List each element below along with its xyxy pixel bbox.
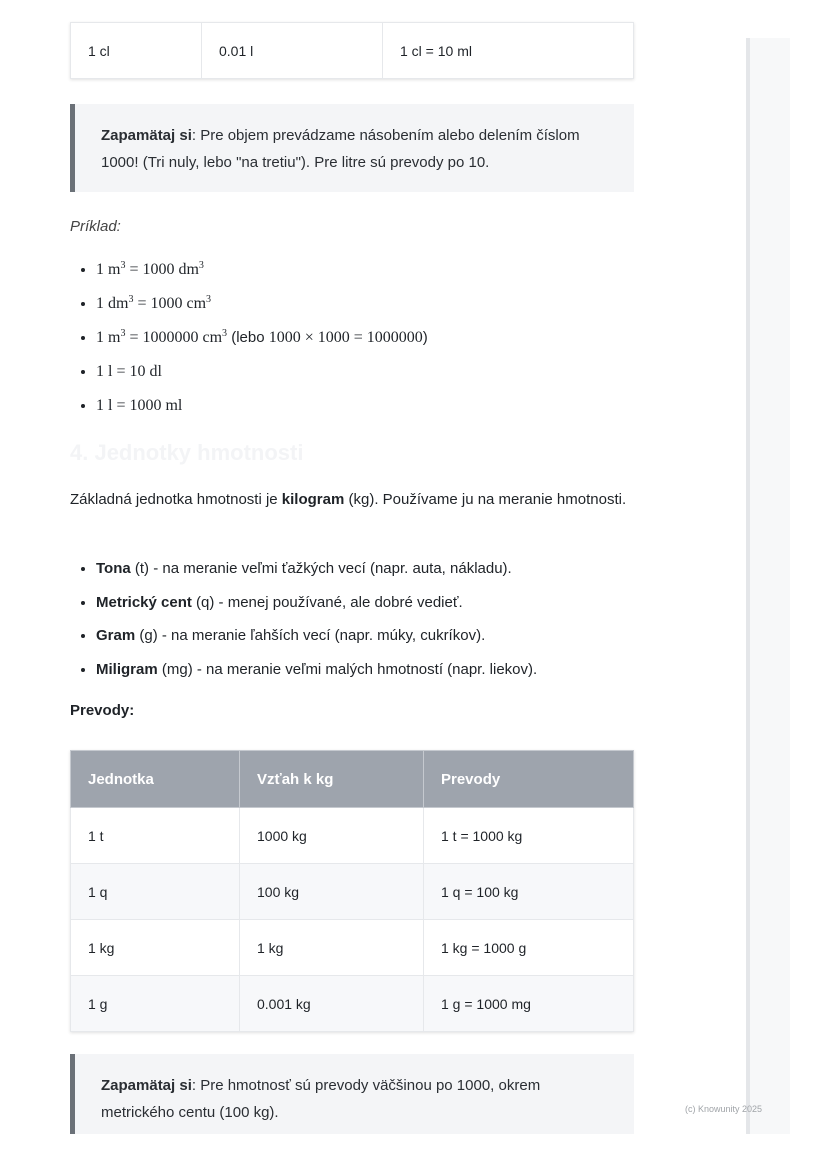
list-item: • Miligram (mg) - na meranie veľmi malých hmotností (napr. liekov). — [96, 657, 537, 691]
remember-callout-volume — [70, 104, 634, 192]
table-row — [71, 864, 634, 920]
list-item: • 1 $m^3 = 1000$ $dm^3$ — [96, 254, 428, 288]
table-header: Vzťah k kg — [240, 751, 424, 808]
list-item: • Metrický cent (q) - menej používané, ale dobré vedieť. — [96, 590, 537, 624]
conversions-heading: Prevody: — [70, 702, 135, 719]
table-cell: 1 q = 100 kg — [424, 864, 634, 920]
table-header-row — [71, 751, 634, 808]
callout-bold: Zapamätaj si — [101, 1077, 192, 1094]
table-cell: 1 g — [71, 976, 240, 1032]
sidebar-panel — [750, 38, 790, 1134]
table-row — [71, 23, 634, 79]
callout-text: : Pre objem prevádzame násobením alebo delením číslom 1000! (Tri nuly, lebo "na tretiu"). Pre litre sú prevody po 10. — [101, 127, 580, 171]
table-header: Jednotka — [71, 751, 240, 808]
example-list — [70, 254, 428, 424]
example-label: Príklad: — [70, 218, 121, 235]
list-item: • 1 $dm^3 = 1000$ $cm^3$ — [96, 288, 428, 322]
list-item: • Tona (t) - na meranie veľmi ťažkých vecí (napr. auta, nákladu). — [96, 556, 537, 590]
table-cell: 1 g = 1000 mg — [424, 976, 634, 1032]
table-cell: 1 kg — [71, 920, 240, 976]
volume-table-fragment — [70, 22, 634, 79]
intro-paragraph: Základná jednotka hmotnosti je kilogram (kg). Používame ju na meranie hmotnosti. — [70, 491, 627, 508]
table-cell: 1000 kg — [240, 808, 424, 864]
copyright-notice: (c) Knowunity 2025 — [685, 1104, 763, 1114]
callout-text: : Pre hmotnosť sú prevody väčšinou po 1000, okrem metrického centu (100 kg). — [101, 1077, 541, 1121]
table-header: Prevody — [424, 751, 634, 808]
table-cell: 1 q — [71, 864, 240, 920]
table-cell: 1 cl = 10 ml — [383, 23, 634, 79]
table-cell: 1 t — [71, 808, 240, 864]
mass-conversion-table — [70, 750, 634, 1032]
table-cell: 0.001 kg — [240, 976, 424, 1032]
table-row — [71, 920, 634, 976]
table-cell: 1 kg — [240, 920, 424, 976]
mass-units-list — [70, 556, 537, 690]
table-row — [71, 808, 634, 864]
callout-bold: Zapamätaj si — [101, 127, 192, 144]
list-item: • 1 l = 10 dl — [96, 356, 428, 390]
table-cell: 1 kg = 1000 g — [424, 920, 634, 976]
list-item: • 1 $m^3 = 1000000$ $cm^3$ (lebo 1000 × 1000 = 1000000) — [96, 322, 428, 356]
list-item: • Gram (g) - na meranie ľahších vecí (napr. múky, cukríkov). — [96, 623, 537, 657]
table-cell: 100 kg — [240, 864, 424, 920]
table-cell: 1 cl — [71, 23, 202, 79]
table-row — [71, 976, 634, 1032]
list-item: • 1 l = 1000 ml — [96, 390, 428, 424]
remember-callout-mass — [70, 1054, 634, 1134]
table-cell: 0.01 l — [202, 23, 383, 79]
section-title: 4. Jednotky hmotnosti — [70, 440, 304, 465]
table-cell: 1 t = 1000 kg — [424, 808, 634, 864]
